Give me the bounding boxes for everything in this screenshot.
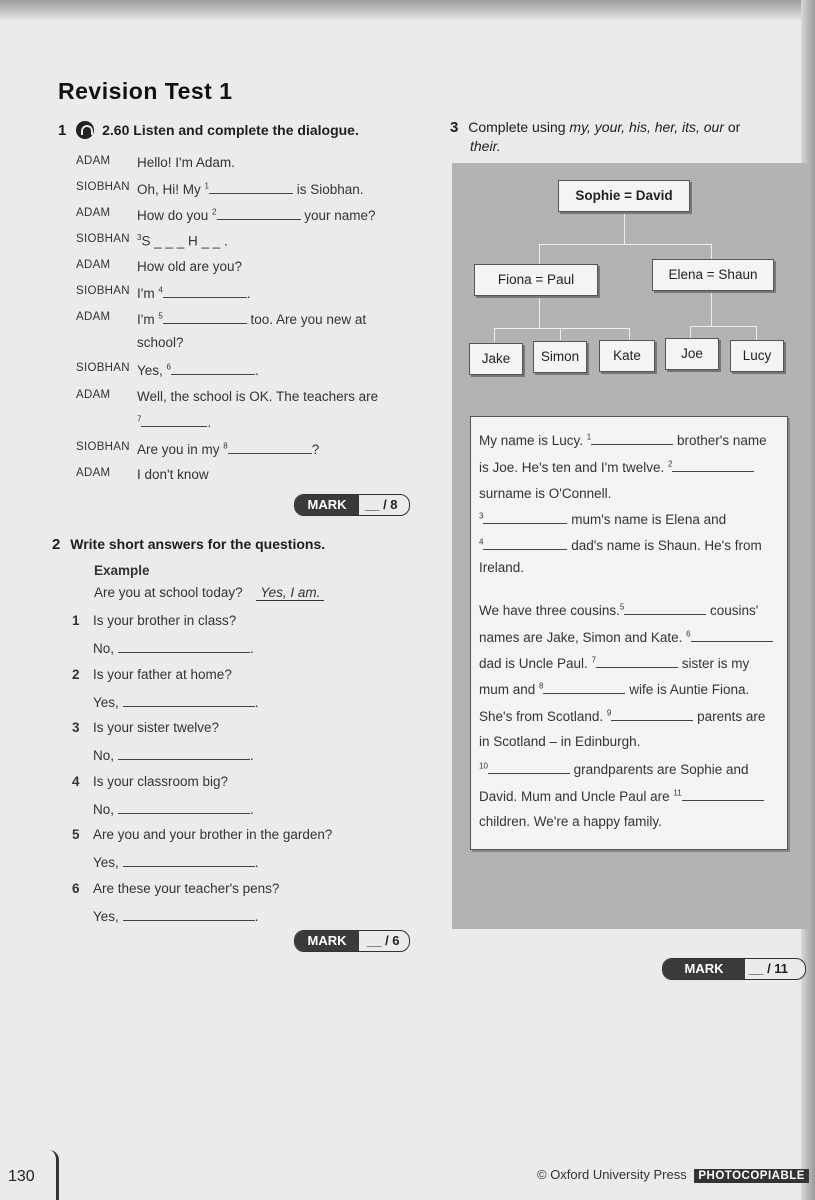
answer-gap[interactable] [217,207,301,220]
answer-gap[interactable] [488,761,570,774]
dialogue-text-post: . [254,363,259,378]
gap-number: 4 [158,285,163,295]
dialogue-text-post: too. Are you new at [246,312,367,327]
answer-gap[interactable] [123,854,255,867]
dialogue-text-pre: How old are you? [137,259,243,274]
story-text-pre: names are Jake, Simon and Kate. [479,630,687,645]
story-line [479,537,762,553]
dialogue-text-pre: school? [137,335,184,350]
speaker-name: SIOBHAN [76,362,130,374]
gap-number: 5 [619,602,625,612]
q2-mark-score: __ / 6 [367,933,400,948]
gap-number: 9 [606,708,612,718]
dialogue-text [137,414,211,430]
answer-gap[interactable] [611,708,693,721]
answer-gap[interactable] [118,747,250,760]
story-text-pre: children. We're a happy family. [479,814,662,829]
speaker-name: ADAM [76,467,111,479]
story-line [479,681,749,697]
page-number: 130 [8,1168,35,1185]
q2-answer-row [93,694,259,710]
story-line [479,459,754,475]
q2-answer-start: No, [93,641,115,656]
dialogue-text [137,259,242,274]
dialogue-text-post: ? [311,442,320,457]
story-line [479,708,765,724]
story-text-pre: in Scotland – in Edinburgh. [479,734,641,749]
full-stop: . [254,694,259,710]
dialogue-text-post: S _ _ _ H _ _ . [141,233,228,249]
tree-connector [539,244,711,245]
q2-instruction: Write short answers for the questions. [70,536,326,552]
answer-gap[interactable] [483,511,567,524]
q2-example [94,585,324,601]
dialogue-text-pre: How do you [137,208,213,223]
full-stop: . [254,908,259,924]
story-text-post: brother's name [673,433,767,448]
tree-couple-right: Elena = Shaun [652,259,774,291]
dialogue-text-pre: Oh, Hi! My [137,182,205,197]
answer-gap[interactable] [141,414,207,427]
dialogue-text-pre: I'm [137,312,159,327]
q2-example-question: Are you at school today? [94,585,243,600]
q1-mark-box [294,494,410,516]
tree-couple-left: Fiona = Paul [474,264,598,296]
answer-gap[interactable] [118,640,250,653]
answer-gap[interactable] [624,602,706,615]
dialogue-text [137,285,251,301]
dialogue-text [137,181,364,197]
q3-instruction-words: my, your, his, her, its, our [569,119,724,135]
tree-grandparents: Sophie = David [558,180,690,212]
tree-child: Jake [469,343,523,375]
story-text-pre: is Joe. He's ten and I'm twelve. [479,460,668,475]
q2-question: Is your father at home? [93,666,232,682]
tree-connector [756,326,757,340]
story-line [479,734,640,749]
story-text-post: grandparents are Sophie and [569,762,749,777]
speaker-name: ADAM [76,389,111,401]
q2-item-number: 6 [72,880,80,896]
full-stop: . [250,748,254,763]
story-text-post: cousins' [706,603,759,618]
tree-connector [539,296,540,328]
tree-connector [690,326,691,338]
answer-gap[interactable] [171,362,255,375]
gap-number: 11 [673,788,682,798]
dialogue-text-post: . [207,415,212,430]
story-line [479,629,773,645]
story-line [479,814,662,829]
answer-gap[interactable] [163,311,247,324]
q2-answer-row [93,908,259,924]
dialogue-text [137,233,228,249]
q2-question: Is your classroom big? [93,773,229,789]
tree-child: Lucy [730,340,784,372]
story-text-pre: My name is Lucy. [479,433,587,448]
gap-number: 2 [668,459,673,469]
story-text-pre: She's from Scotland. [479,709,607,724]
story-text-post: sister is my [678,656,750,671]
q1-track: 2.60 [102,122,130,138]
story-text-pre: dad is Uncle Paul. [479,656,592,671]
story-text-pre: David. Mum and Uncle Paul are [479,789,674,804]
answer-gap[interactable] [123,694,255,707]
story-text-post: dad's name is Shaun. He's from [567,538,762,553]
tree-connector [629,328,630,340]
dialogue-text [137,441,319,457]
q3-mark-box [662,958,806,980]
tree-child: Kate [599,340,655,372]
q2-answer-start: Yes, [93,855,119,870]
q3-mark-label: MARK [663,959,745,979]
answer-gap[interactable] [483,537,567,550]
q2-answer-start: No, [93,801,115,817]
gap-number: 10 [479,761,488,771]
tree-connector [711,292,712,326]
gap-number: 3 [137,233,142,242]
q1-heading [58,121,359,139]
q2-question: Is your sister twelve? [93,720,220,735]
q2-answer-start: Yes, [93,908,119,924]
story-text-post: wife is Auntie Fiona. [625,682,750,697]
tree-connector [560,328,561,340]
answer-gap[interactable] [543,681,625,694]
story-box [470,416,788,850]
story-text-post: parents are [693,709,766,724]
tree-child: Simon [533,341,587,373]
q2-item-number: 1 [72,613,80,628]
q3-instruction-a: Complete using [468,119,570,135]
q3-instruction-c: their. [470,138,501,154]
story-line [479,511,726,527]
dialogue-text [137,467,209,482]
q1-mark-score: __ / 8 [365,497,398,512]
answer-gap[interactable] [591,432,673,445]
dialogue-text-pre: Well, the school is OK. The teachers are [137,389,379,404]
dialogue-text-post: your name? [300,208,376,223]
story-line [479,432,767,448]
speaker-name: SIOBHAN [76,181,130,193]
q3-number: 3 [450,119,459,136]
full-stop: . [250,641,254,656]
q2-answer-start: Yes, [93,694,119,710]
q2-item-number: 4 [72,773,80,789]
tree-connector [711,244,712,260]
answer-gap[interactable] [228,441,312,454]
tree-connector [494,328,630,329]
story-line [479,655,749,671]
dialogue-text-post: is Siobhan. [292,182,364,197]
audio-cd-icon [76,121,94,139]
q2-answer-row [93,640,254,656]
gap-number: 3 [479,511,484,521]
speaker-name: ADAM [76,259,111,271]
q3-mark-score: __ / 11 [749,961,789,976]
page-top-shadow [0,0,815,22]
dialogue-text-post: . [246,286,251,301]
answer-gap[interactable] [118,801,250,814]
answer-gap[interactable] [691,629,773,642]
gap-number: 1 [586,432,592,442]
speaker-name: ADAM [76,207,111,219]
q2-item-number: 3 [72,720,80,735]
dialogue-text-pre: Hello! I'm Adam. [137,155,235,170]
dialogue-text-pre: I'm [137,286,159,301]
q2-answer-row [93,854,259,870]
speaker-name: SIOBHAN [76,285,130,297]
dialogue-text-pre: Are you in my [137,442,224,457]
q1-instruction: Listen and complete the dialogue. [133,122,359,138]
answer-gap[interactable] [123,908,255,921]
dialogue-text [137,207,376,223]
speaker-name: ADAM [76,311,111,323]
gap-number: 5 [158,311,163,321]
dialogue-text [137,389,378,404]
tree-connector [690,326,756,327]
answer-gap[interactable] [163,285,247,298]
story-text-pre: mum and [479,682,540,697]
story-text-pre: We have three cousins. [479,603,620,618]
q2-heading [52,536,325,553]
full-stop: . [254,855,259,870]
story-line [479,602,758,618]
answer-gap[interactable] [596,655,678,668]
q2-answer-row [93,801,254,817]
gap-number: 8 [223,441,228,451]
story-line [479,560,524,575]
story-line [479,486,611,501]
story-line [479,788,764,804]
gap-number: 6 [166,362,171,372]
answer-gap[interactable] [682,788,764,801]
dialogue-text [137,311,366,327]
story-text-pre: Ireland. [479,560,525,575]
tree-child: Joe [665,338,719,370]
footer-bracket [40,1150,59,1200]
answer-gap[interactable] [672,459,754,472]
gap-number: 2 [212,207,217,217]
gap-number: 7 [137,414,142,424]
answer-gap[interactable] [209,181,293,194]
copyright-text: © Oxford University Press [537,1167,687,1182]
q1-mark-label: MARK [295,495,359,515]
gap-number: 7 [591,655,597,665]
speaker-name: SIOBHAN [76,233,130,245]
full-stop: . [250,801,254,817]
gap-number: 6 [686,629,691,639]
dialogue-text [137,362,259,378]
story-text-pre: surname is O'Connell. [479,486,612,501]
q2-example-answer: Yes, I am. [256,585,324,601]
q2-mark-label: MARK [295,931,359,951]
q2-mark-box [294,930,410,952]
dialogue-text-pre: I don't know [137,467,209,482]
dialogue-text [137,155,235,170]
speaker-name: ADAM [76,155,111,167]
q2-question: Are these your teacher's pens? [93,880,280,896]
tree-connector [494,328,495,342]
q3-heading [450,118,790,156]
footer-copyright [537,1167,809,1182]
q2-number: 2 [52,536,61,553]
q2-example-label: Example [94,563,150,578]
q3-instruction-b: or [723,119,741,135]
dialogue-text [137,335,184,350]
photocopiable-badge: PHOTOCOPIABLE [694,1169,809,1183]
q2-question: Is your brother in class? [93,613,237,628]
speaker-name: SIOBHAN [76,441,130,453]
story-text-post: mum's name is Elena and [567,512,727,527]
dialogue-text-pre: Yes, [137,363,167,378]
gap-number: 8 [539,681,544,691]
tree-connector [539,244,540,264]
q2-question: Are you and your brother in the garden? [93,827,333,842]
q1-number: 1 [58,122,67,139]
story-line [479,761,749,777]
q2-answer-row [93,747,254,763]
page-title: Revision Test 1 [58,78,233,104]
gap-number: 1 [204,181,209,191]
q2-answer-start: No, [93,748,115,763]
q2-item-number: 2 [72,666,80,682]
q2-item-number: 5 [72,827,80,842]
tree-connector [624,212,625,244]
gap-number: 4 [479,537,484,547]
